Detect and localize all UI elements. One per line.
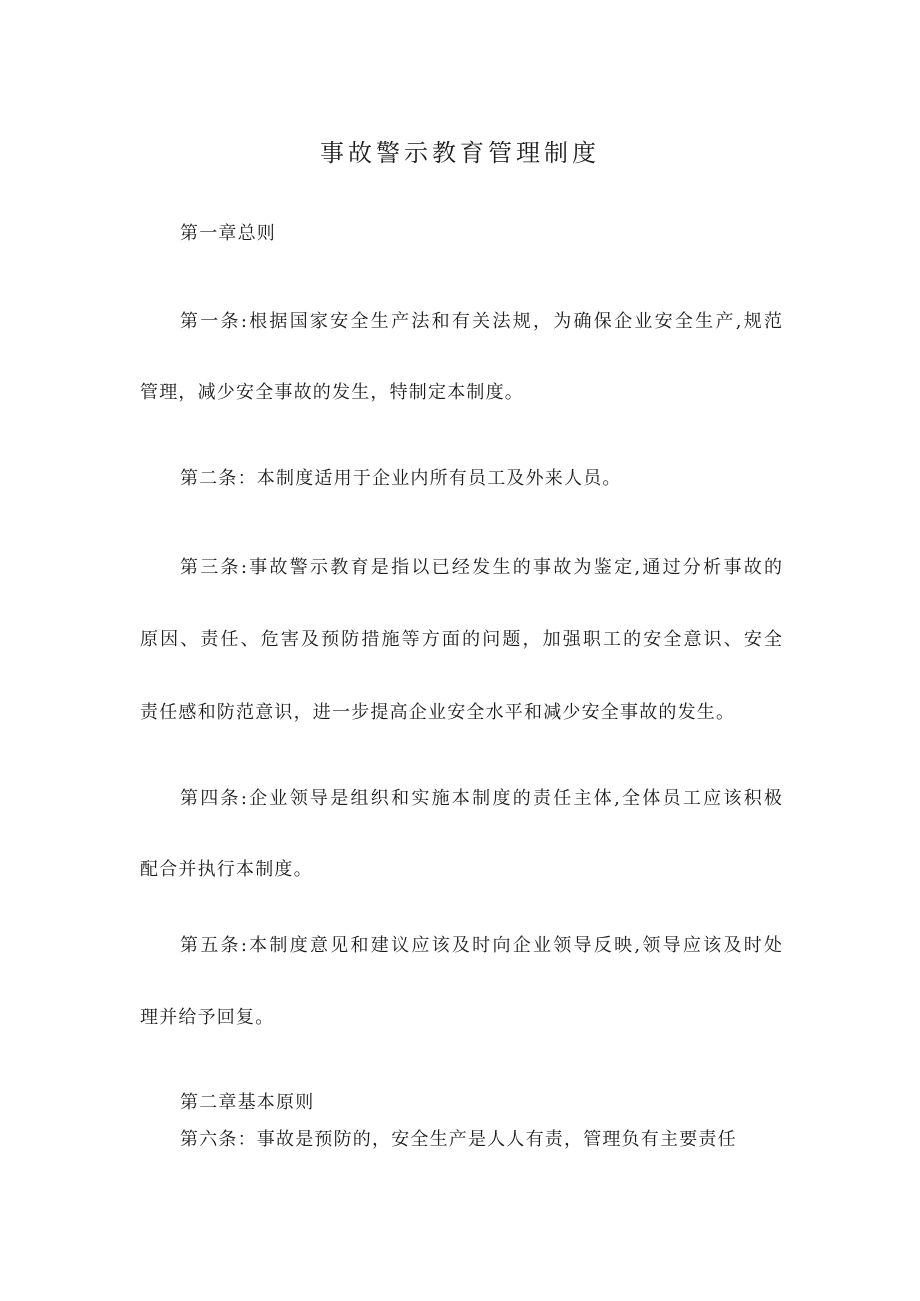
document-title: 事故警示教育管理制度 [320, 139, 600, 167]
article-6-line-1: 第六条：事故是预防的，安全生产是人人有责，管理负有主要责任 [180, 1129, 737, 1150]
article-3-line-3: 责任感和防范意识，进一步提高企业安全水平和减少安全事故的发生。 [140, 702, 736, 723]
article-3-line-2: 原因、责任、危害及预防措施等方面的问题，加强职工的安全意识、安全 [140, 629, 782, 650]
article-4-line-1: 第四条:企业领导是组织和实施本制度的责任主体,全体员工应该积极 [180, 788, 782, 809]
article-3-line-1: 第三条:事故警示教育是指以已经发生的事故为鉴定,通过分析事故的 [180, 557, 782, 578]
article-1-line-1: 第一条:根据国家安全生产法和有关法规，为确保企业安全生产,规范 [180, 311, 782, 332]
article-2-line-1: 第二条：本制度适用于企业内所有员工及外来人员。 [180, 468, 622, 489]
article-4-line-2: 配合并执行本制度。 [140, 859, 313, 880]
article-5-line-2: 理并给予回复。 [140, 1007, 275, 1028]
article-5-line-1: 第五条:本制度意见和建议应该及时向企业领导反映,领导应该及时处 [180, 935, 782, 956]
article-1-line-2: 管理，减少安全事故的发生，特制定本制度。 [140, 382, 524, 403]
chapter-2-heading: 第二章基本原则 [180, 1092, 315, 1113]
chapter-1-heading: 第一章总则 [180, 223, 276, 244]
